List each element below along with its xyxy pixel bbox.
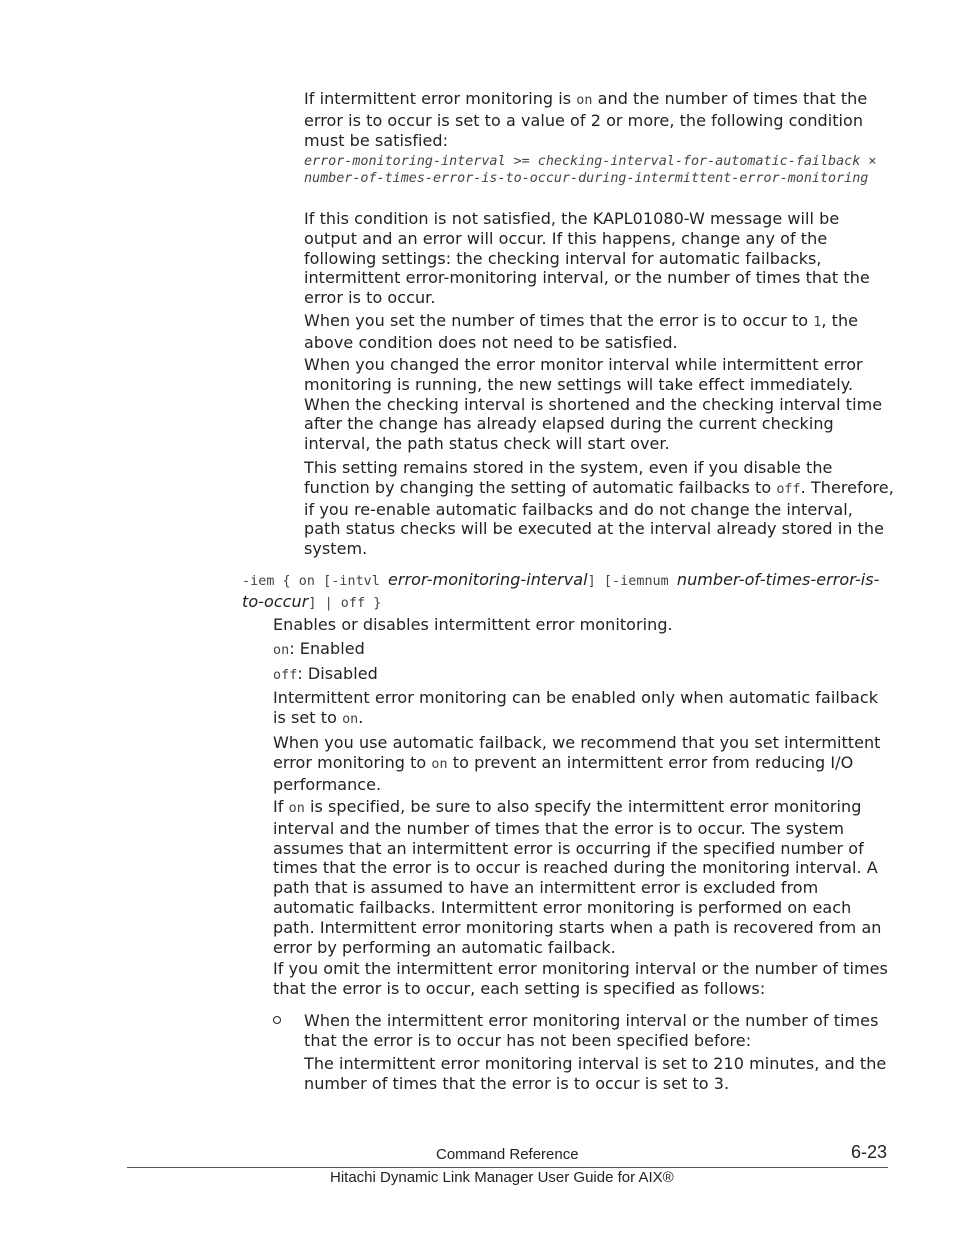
option-iem-syntax: -iem { on [-intvl error-monitoring-interval] [-iemnum number-of-times-error-is-to-occur] | off } — [242, 570, 880, 611]
paragraph-if-on-specified: If on is specified, be sure to also specify the intermittent error monitoring interval and the number of times that the error is to occur. The system assumes that an intermittent error is occurring if the specified number of times that the error is to occur is reached during the monitoring interval. A path that is assumed to have an intermittent error is excluded from automatic failbacks. Intermittent error monitoring is performed on each path. Intermittent error monitoring starts when a path is recovered from an error by performing an automatic failback. — [273, 797, 882, 957]
bullet-item-body: The intermittent error monitoring interval is set to 210 minutes, and the number of times that the error is to occur is set to 3. — [304, 1054, 887, 1093]
code-1: 1 — [813, 315, 822, 330]
paragraph-enabled-only-when: Intermittent error monitoring can be enabled only when automatic failback is set to on. — [273, 688, 879, 727]
paragraph-setting-stored: This setting remains stored in the system, even if you disable the function by changing the setting of automatic failbacks to off. Therefore, if you re-enable automatic failbacks and do not change the interval, path status checks will be executed at the interval already stored in the system. — [304, 458, 894, 559]
footer-book-title: Hitachi Dynamic Link Manager User Guide for AIX® — [330, 1169, 674, 1186]
paragraph-recommendation: When you use automatic failback, we recommend that you set intermittent error monitoring to on to prevent an intermittent error from reducing I/O performance. — [273, 733, 881, 794]
code-off: off — [776, 481, 801, 497]
paragraph-set-to-one: When you set the number of times that the error is to occur to 1, the above condition does not need to be satisfied. — [304, 311, 859, 352]
footer-section-title: Command Reference — [436, 1146, 579, 1163]
code-on: on — [576, 93, 593, 108]
bullet-item-title: When the intermittent error monitoring interval or the number of times that the error is to occur has not been specified before: — [304, 1011, 879, 1050]
bullet-circle-icon — [273, 1016, 281, 1024]
paragraph-condition-not-satisfied: If this condition is not satisfied, the KAPL01080-W message will be output and an error will occur. If this happens, change any of the following settings: the checking interval for automatic failbacks, intermittent error-monitoring interval, or the number of times that the error is to occur. — [304, 209, 870, 308]
code-on: on — [431, 756, 448, 772]
value-on-line: on: Enabled — [273, 639, 365, 658]
code-off: off — [273, 668, 298, 683]
code-on: on — [273, 643, 290, 658]
page-number: 6-23 — [851, 1142, 888, 1162]
option-iem-description: Enables or disables intermittent error monitoring. — [273, 615, 673, 634]
paragraph-interval-change: When you changed the error monitor interval while intermittent error monitoring is running, the new settings will take effect immediately. When the checking interval is shortened and the checking interval time after the change has already elapsed during the current checking interval, the path status check will start over. — [304, 355, 883, 454]
value-off-line: off: Disabled — [273, 664, 378, 683]
code-on: on — [288, 801, 305, 816]
paragraph-condition-intro: If intermittent error monitoring is on and the number of times that the error is to occur is set to a value of 2 or more, the following condition must be satisfied: — [304, 89, 868, 150]
paragraph-if-omitted: If you omit the intermittent error monitoring interval or the number of times that the error is to occur, each setting is specified as follows: — [273, 959, 888, 998]
footer-divider — [127, 1167, 888, 1168]
code-on: on — [342, 711, 359, 727]
condition-formula: error-monitoring-interval >= checking-interval-for-automatic-failback × number-of-times-error-is-to-occur-during-intermittent-error-monitoring — [304, 154, 877, 187]
